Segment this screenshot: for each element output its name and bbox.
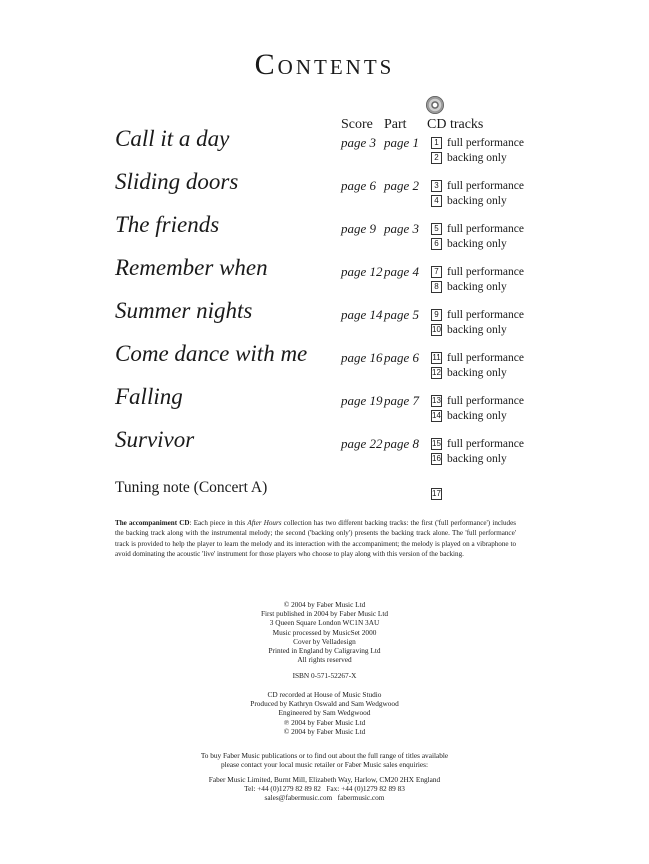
credit-line: All rights reserved [297,655,352,665]
contact-info [0,775,649,803]
page-title: Contents [254,48,395,81]
tuning-note-label: Tuning note (Concert A) [115,479,268,496]
part-page: page 2 [384,178,420,193]
contents-row [0,384,649,427]
credit-line: sales@fabermusic.com fabermusic.com [264,793,385,803]
track-number-box: 17 [432,489,441,498]
contents-row [0,255,649,298]
track-number-box: 14 [432,411,441,420]
track-label: backing only [447,367,507,379]
track-number-box: 2 [431,152,442,164]
song-title: Survivor [115,427,195,452]
isbn: ISBN 0-571-52267-X [292,671,357,680]
track-number-box: 5 [431,223,442,235]
track-number-box: 11 [432,353,441,362]
credit-line: Engineered by Sam Wedgwood [278,708,371,718]
song-title: Remember when [115,255,268,280]
song-title: The friends [115,212,220,237]
part-page: page 6 [384,350,420,365]
cd-track [431,323,507,337]
credit-line: Faber Music Limited, Burnt Mill, Elizabeth Way, Harlow, CM20 2HX England [208,775,441,784]
score-page: page 14 [341,307,383,322]
track-number-box: 6 [431,238,442,250]
credit-line: Cover by Velladesign [293,636,356,646]
note-text: : Each piece in this [189,519,248,527]
contents-row [0,298,649,341]
score-page: page 9 [341,221,377,236]
cd-track [431,179,524,193]
credit-line: Produced by Kathryn Oswald and Sam Wedgwood [250,699,399,709]
track-number-box: 13 [432,396,441,405]
credit-line: First published in 2004 by Faber Music Ltd [260,609,389,619]
cd-track [431,237,507,251]
track-number-box: 7 [431,266,442,278]
cd-track [431,351,524,365]
credit-line: © 2004 by Faber Music Ltd [283,600,366,609]
note-lead: The accompaniment CD [115,519,190,527]
contents-row [0,169,649,212]
credit-line: ℗ 2004 by Faber Music Ltd [283,717,366,727]
cd-track [431,409,507,423]
song-title: Call it a day [115,126,230,151]
contents-row [0,341,649,384]
track-number-box: 8 [431,281,442,293]
cd-track [431,151,507,165]
score-page: page 22 [341,436,383,451]
sales-info [0,751,649,769]
track-number-box: 15 [432,439,441,448]
track-number-box: 9 [431,309,442,321]
track-label: backing only [447,410,507,422]
song-title: Summer nights [115,298,253,323]
cd-credits [0,690,649,736]
cd-track [431,366,507,380]
part-page: page 4 [384,264,420,279]
track-label: backing only [447,195,507,207]
track-label: full performance [447,180,524,192]
score-page: page 6 [341,178,377,193]
part-page: page 1 [384,135,420,150]
credit-line: To buy Faber Music publications or to find out about the full range of titles available [200,751,449,760]
score-page: page 16 [341,350,383,365]
part-page: page 8 [384,436,420,451]
credit-line: © 2004 by Faber Music Ltd [283,726,366,736]
track-label: full performance [447,223,524,235]
publication-credits [0,600,649,664]
track-label: full performance [447,137,524,149]
credit-line: please contact your local music retailer or Faber Music sales enquiries: [220,760,429,770]
contents-row [0,427,649,470]
cd-track [431,437,524,451]
cd-track [431,452,507,466]
track-label: backing only [447,324,507,336]
track-number-box: 16 [432,454,441,463]
track-label: full performance [447,309,524,321]
tuning-track [431,483,447,501]
track-number-box: 4 [431,195,442,207]
score-page: page 12 [341,264,383,279]
cd-disc-icon [426,96,444,114]
track-number-box: 1 [431,137,442,149]
credit-line: Music processed by MusicSet 2000 [272,627,377,637]
cd-track [431,136,524,150]
score-page: page 3 [341,135,377,150]
accompaniment-note [115,518,516,560]
cd-track [431,280,507,294]
track-number-box: 3 [431,180,442,192]
credit-line: 3 Queen Square London WC1N 3AU [269,618,380,628]
track-label: backing only [447,152,507,164]
cd-track [431,308,524,322]
credit-line: Tel: +44 (0)1279 82 89 82 Fax: +44 (0)1279 82 89 83 [244,784,405,794]
track-label: full performance [447,438,524,450]
contents-row [0,126,649,169]
cd-track [431,265,524,279]
part-column-header: Part [384,117,407,132]
track-label: full performance [447,395,524,407]
track-label: backing only [447,238,507,250]
track-label: backing only [447,281,507,293]
track-label: backing only [447,453,507,465]
cd-track [431,394,524,408]
track-label: full performance [447,266,524,278]
collection-name: After Hours [247,519,282,527]
part-page: page 7 [384,393,420,408]
credit-line: Printed in England by Caligraving Ltd [268,646,381,656]
track-number-box: 12 [432,368,441,377]
cd-track [431,194,507,208]
track-number-box: 10 [432,325,441,334]
cd-tracks-column-header: CD tracks [427,117,484,132]
song-title: Come dance with me [115,341,308,366]
track-label: full performance [447,352,524,364]
score-page: page 19 [341,393,383,408]
part-page: page 3 [384,221,420,236]
part-page: page 5 [384,307,420,322]
song-title: Falling [115,384,183,409]
contents-row [0,212,649,255]
cd-track [431,222,524,236]
note-text: collection has two different backing tracks: the first ('full performance') includes the backing track along with the instrumental melody; the second ('backing only') presents the backing track alone. The 'full performance' track is provided to help the player to learn the melody and its interaction with the accompaniment; the melody is played on a vibraphone to avoid dominating the acoustic 'live' instrument for those players who choose to play along with this version of the backing. [115,519,516,559]
song-title: Sliding doors [115,169,239,194]
credit-line: CD recorded at House of Music Studio [267,690,382,699]
score-column-header: Score [341,117,373,132]
